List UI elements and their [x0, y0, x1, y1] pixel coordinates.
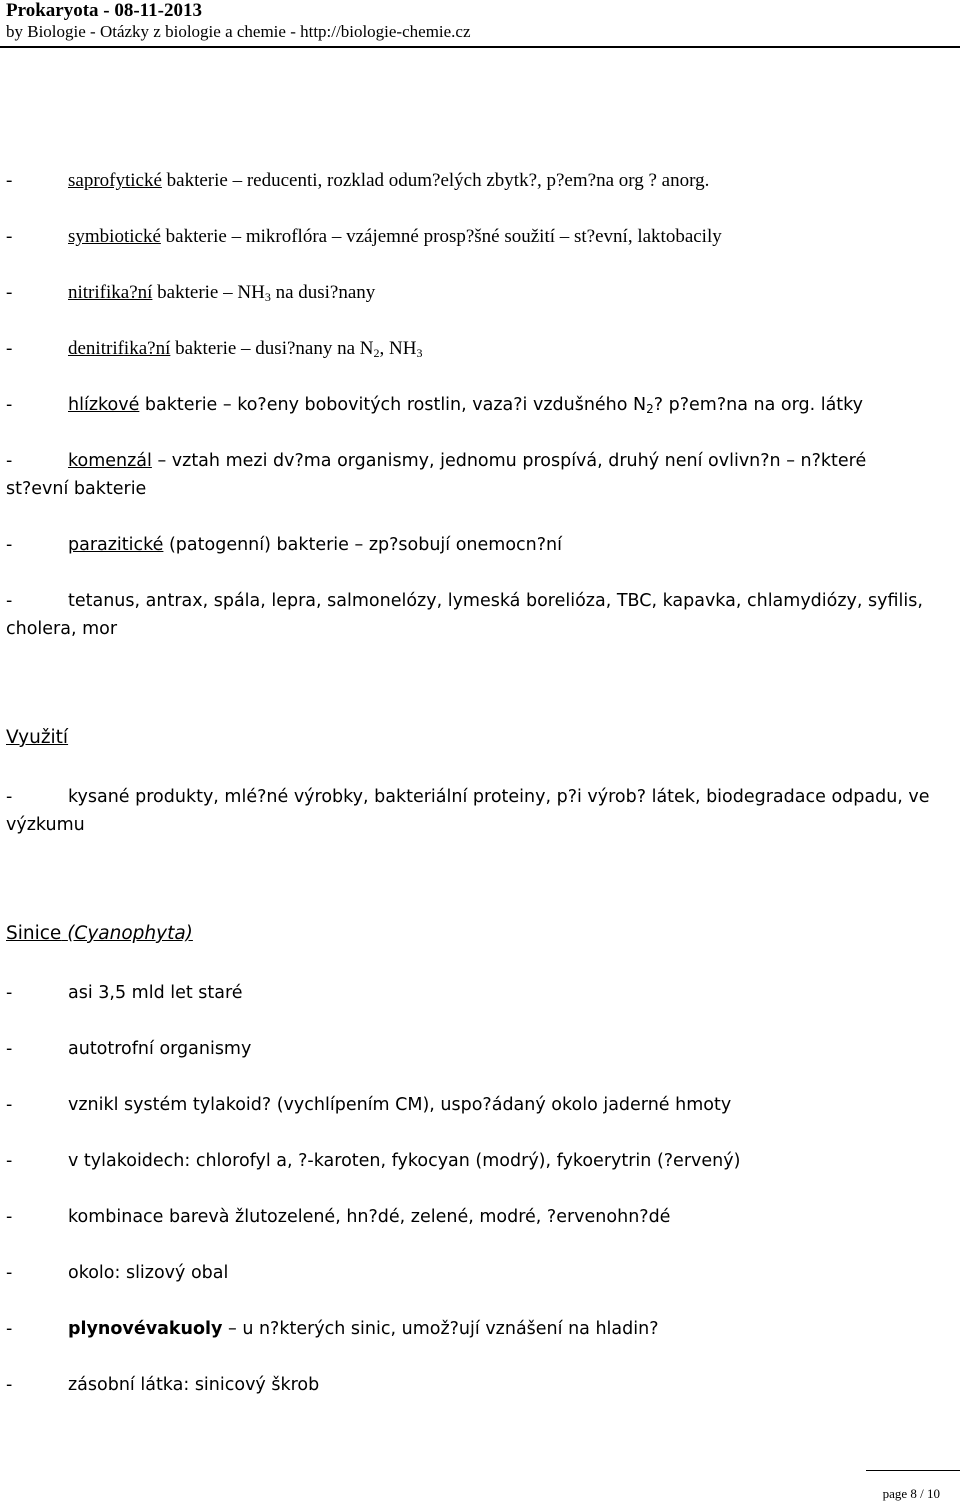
- item-text: zásobní látka: sinicový škrob: [68, 1375, 320, 1395]
- subscript: 3: [416, 346, 423, 360]
- sinice-latin-name: (Cyanophyta): [67, 923, 193, 944]
- bullet-dash: -: [6, 226, 13, 247]
- list-item-sinice-1: [6, 979, 956, 1007]
- term-nitrifikacni: nitrifika?ní: [68, 282, 153, 303]
- list-item-sinice-6: [6, 1259, 956, 1287]
- subscript: 2: [373, 346, 380, 360]
- list-item-komenzal-continued: st?evní bakterie: [6, 479, 147, 499]
- page-number: page 8 / 10: [882, 1486, 940, 1501]
- bullet-dash: -: [6, 338, 13, 359]
- bullet-dash: -: [6, 1375, 13, 1395]
- bullet-dash: -: [6, 170, 13, 191]
- item-text: bakterie – NH: [152, 282, 265, 303]
- item-text: okolo: slizový obal: [68, 1263, 229, 1283]
- term-komenzal: komenzál: [68, 451, 152, 471]
- list-item-komenzal: [6, 447, 956, 475]
- bullet-dash: -: [6, 591, 13, 611]
- item-text: vznikl systém tylakoid? (vychlípením CM), uspo?ádaný okolo jaderné hmoty: [68, 1095, 732, 1115]
- list-item-vyuziti-continued: výzkumu: [6, 815, 85, 835]
- item-text: asi 3,5 mld let staré: [68, 983, 243, 1003]
- bullet-dash: -: [6, 983, 13, 1003]
- bullet-dash: -: [6, 535, 13, 555]
- bullet-dash: -: [6, 282, 13, 303]
- bullet-dash: -: [6, 1095, 13, 1115]
- term-plynove-vakuoly: plynovévakuoly: [68, 1319, 223, 1339]
- section-heading-vyuziti: Využití: [6, 727, 69, 748]
- item-text: kombinace barevà žlutozelené, hn?dé, zelené, modré, ?ervenohn?dé: [68, 1207, 671, 1227]
- list-item-sinice-3: [6, 1091, 956, 1119]
- item-text: (patogenní) bakterie – zp?sobují onemocn?ní: [163, 535, 562, 555]
- subscript: 2: [646, 402, 654, 416]
- bullet-dash: -: [6, 451, 13, 471]
- item-text: – vztah mezi dv?ma organismy, jednomu prospívá, druhý není ovlivn?n – n?které: [151, 451, 867, 471]
- subscript: 3: [264, 290, 271, 304]
- list-item-vyuziti: [6, 783, 956, 811]
- term-hlizkove: hlízkové: [68, 395, 140, 415]
- section-heading-sinice: [6, 923, 193, 944]
- bullet-dash: -: [6, 1319, 13, 1339]
- list-item-diseases-continued: cholera, mor: [6, 619, 118, 639]
- list-item-nitrifikacni: [6, 279, 956, 307]
- item-text: bakterie – dusi?nany na N: [170, 338, 374, 359]
- sinice-title: Sinice: [6, 923, 62, 944]
- item-text: bakterie – ko?eny bobovitých rostlin, vaza?i vzdušného N: [139, 395, 647, 415]
- list-item-parazitice: [6, 531, 956, 559]
- bullet-dash: -: [6, 1039, 13, 1059]
- list-item-hlizkove: [6, 391, 956, 419]
- list-item-sinice-4: [6, 1147, 956, 1175]
- item-text: kysané produkty, mlé?né výrobky, bakteriální proteiny, p?i výrob? látek, biodegradace odpadu, ve: [68, 787, 930, 807]
- list-item-symbioticke: [6, 223, 956, 251]
- item-text: bakterie – mikroflóra – vzájemné prosp?šné soužití – st?evní, laktobacily: [160, 226, 722, 247]
- term-denitrifikacni: denitrifika?ní: [68, 338, 171, 359]
- bullet-dash: -: [6, 1263, 13, 1283]
- bullet-dash: -: [6, 787, 13, 807]
- list-item-denitrifikacni: [6, 335, 956, 363]
- footer-divider: [866, 1470, 960, 1471]
- item-text: – u n?kterých sinic, umož?ují vznášení na hladin?: [222, 1319, 659, 1339]
- bullet-dash: -: [6, 395, 13, 415]
- list-item-saprofyticke: [6, 167, 956, 195]
- term-parazitice: parazitické: [68, 535, 164, 555]
- list-item-sinice-7: [6, 1315, 956, 1343]
- term-saprofyticke: saprofytické: [68, 170, 162, 191]
- item-text: bakterie – reducenti, rozklad odum?elých zbytk?, p?em?na org ? anorg.: [161, 170, 710, 191]
- list-item-sinice-5: [6, 1203, 956, 1231]
- bullet-dash: -: [6, 1207, 13, 1227]
- document-byline: by Biologie - Otázky z biologie a chemie - http://biologie-chemie.cz: [6, 22, 471, 41]
- item-text: ? p?em?na na org. látky: [653, 395, 864, 415]
- item-text: autotrofní organismy: [68, 1039, 252, 1059]
- item-text: v tylakoidech: chlorofyl a, ?-karoten, fykocyan (modrý), fykoerytrin (?ervený): [68, 1151, 741, 1171]
- list-item-diseases: [6, 587, 956, 615]
- bullet-dash: -: [6, 1151, 13, 1171]
- term-symbioticke: symbiotické: [68, 226, 161, 247]
- item-text: , NH: [379, 338, 417, 359]
- document-title: Prokaryota - 08-11-2013: [6, 0, 202, 21]
- list-item-sinice-8: [6, 1371, 956, 1399]
- page-header: [0, 0, 960, 48]
- item-text: tetanus, antrax, spála, lepra, salmonelózy, lymeská borelióza, TBC, kapavka, chlamydiózy, syfilis,: [68, 591, 923, 611]
- item-text: na dusi?nany: [270, 282, 376, 303]
- list-item-sinice-2: [6, 1035, 956, 1063]
